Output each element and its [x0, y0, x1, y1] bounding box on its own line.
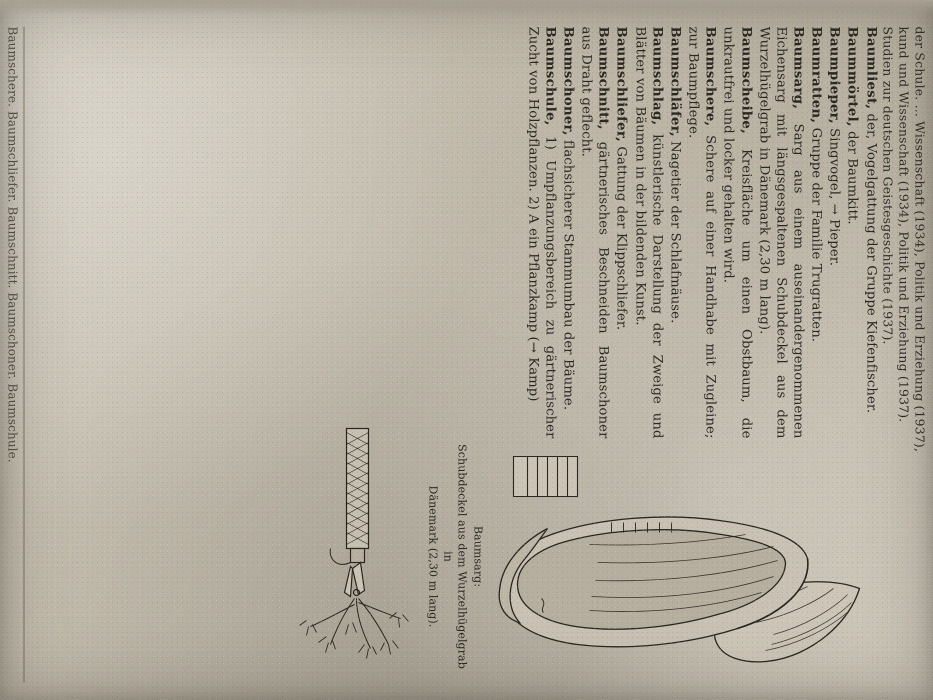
top-fragment-line-1: der Schule. ... Wissenschaft (1934), Politik und Erziehung (1937),	[912, 26, 927, 452]
headword-baumschoner: Baumschoner,	[559, 26, 575, 136]
body-baumschule: 1) Umpflanzungsbereich zu gärtnerischer Zucht von Holzpflanzen. 2) A ein Pflanzkamp (→ Kamp)	[524, 26, 557, 438]
body-baumschoner: flachsicherer Stammumbau der Bäume.	[559, 135, 575, 410]
body-baumpieper: Singvogel, → Pieper.	[826, 123, 842, 266]
top-fragment-line-3: Studien zur deutschen Geistesgeschichte (1937).	[879, 26, 895, 345]
body-baummoertel: der Baumkitt.	[844, 126, 860, 225]
body-baumsarg: Sarg aus einem auseinandergenommenen Eichensarg mit längsgespaltenen Schubdeckel aus dem Wurzelhügelgrab in Dänemark (2,30 m lang).	[755, 26, 805, 438]
baumsarg-caption-line-1: Baumsarg:	[470, 525, 484, 587]
body-baumschlag: künstlerische Darstellung der Zweige und Blätter von Bäumen in der bildenden Kunst.	[631, 26, 664, 438]
headword-baumschlaefer: Baumschläfer,	[666, 26, 682, 137]
headword-baumschere: Baumschere,	[702, 26, 718, 126]
baumsarg-figure	[424, 438, 876, 674]
body-baumschliefer: Gattung der Klippschliefer.	[613, 141, 629, 330]
baumsarg-caption-line-2: Schubdeckel aus dem Wurzelhügelgrab in	[441, 443, 469, 669]
body-baumliest: der, Vogelgattung der Gruppe Kiefenfischer.	[862, 108, 878, 413]
baumsarg-illustration	[485, 438, 877, 674]
headword-baummoertel: Baummörtel,	[844, 26, 860, 127]
bottom-strip-text: Baumschere. Baumschliefer. Baumschnitt. Baumschoner. Baumschule.	[5, 26, 19, 463]
bottom-rule	[23, 26, 24, 682]
body-baumscheibe: Kreisfläche um einen Obstbaum, die unkrautfrei und locker gehalten wird.	[720, 26, 753, 438]
text-column	[27, 26, 927, 674]
body-baumschere: Schere auf einer Handhabe mit Zugleine; zur Baumpflege.	[685, 26, 718, 438]
baumschere-illustration	[294, 422, 414, 674]
baumsarg-caption-line-3: Dänemark (2,30 m lang).	[425, 485, 439, 627]
headword-baumschnitt: Baumschnitt,	[595, 26, 611, 130]
headword-baumliest: Baumliest,	[862, 26, 878, 109]
headword-baumschule: Baumschule,	[541, 26, 557, 126]
headword-baumratten: Baumratten,	[808, 26, 824, 123]
baumschere-figure	[294, 422, 414, 674]
bottom-page-strip	[4, 26, 30, 682]
headword-baumsarg: Baumsarg,	[790, 26, 805, 109]
headword-baumschliefer: Baumschliefer,	[613, 26, 629, 142]
body-baumratten: Gruppe der Familie Trugratten.	[808, 122, 824, 342]
headword-baumpieper: Baumpieper,	[826, 26, 842, 124]
top-fragment-line-2: kund und Wissenschaft (1934), Politik und Erziehung (1937).	[895, 26, 911, 422]
headword-baumscheibe: Baumscheibe,	[737, 26, 753, 134]
headword-baumschlag: Baumschlag,	[648, 26, 664, 125]
body-baumschlaefer: Nagetier der Schlafmäuse.	[666, 136, 682, 323]
body-baumschnitt: gärtnerisches Beschneiden Baumschoner aus Draht geflecht.	[578, 26, 611, 438]
